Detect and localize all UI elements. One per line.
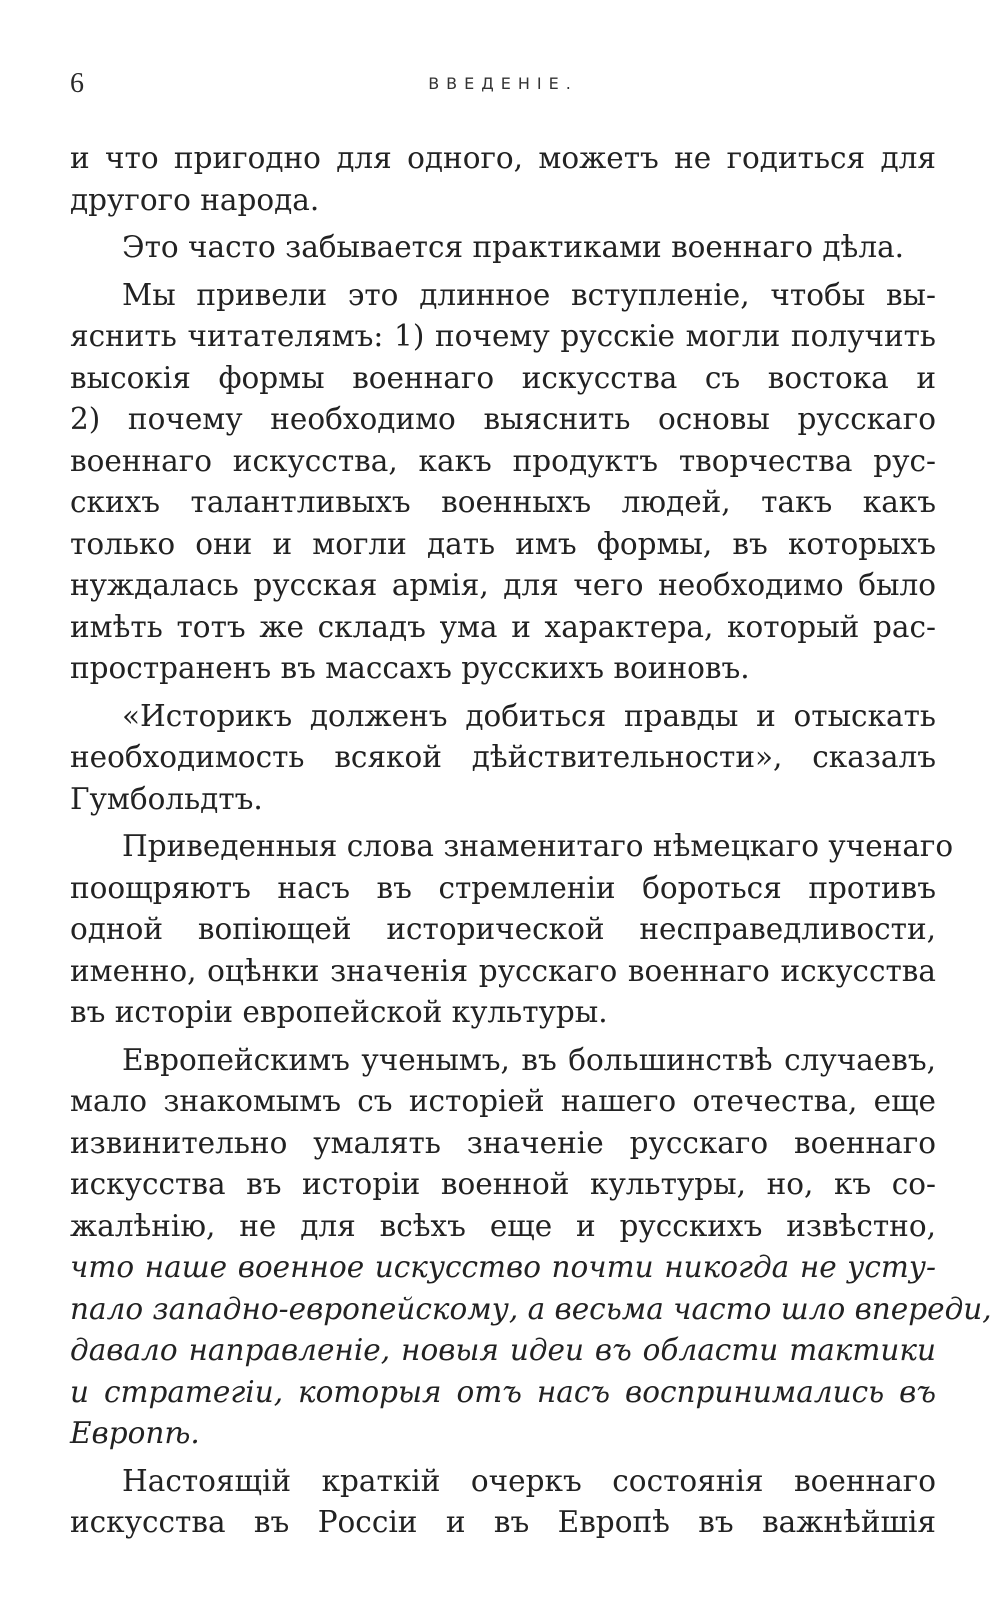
- text-line-italic: и стратегіи, которыя отъ насъ воспринимались въ: [70, 1374, 936, 1409]
- text-line: одной вопіющей исторической несправедливости,: [70, 912, 936, 946]
- text-line: искусства въ исторіи военной культуры, но, къ со-: [70, 1167, 936, 1201]
- page-body-text: [70, 138, 992, 1544]
- page-number: 6: [70, 68, 84, 99]
- text-line-italic: пало западно-европейскому, а весьма часто шло впереди,: [70, 1291, 992, 1326]
- text-line: мало знакомымъ съ исторіей нашего отечества, еще: [70, 1084, 936, 1118]
- text-line: Это часто забывается практиками военнаго дѣла.: [122, 230, 905, 264]
- text-line: именно, оцѣнки значенія русскаго военнаго искусства: [70, 953, 936, 988]
- text-line: Европейскимъ ученымъ, въ большинствѣ случаевъ,: [122, 1042, 936, 1077]
- text-line-italic: что наше военное искусство почти никогда не усту-: [70, 1250, 936, 1284]
- text-line: нуждалась русская армія, для чего необходимо было: [70, 568, 936, 602]
- text-line: искусства въ Россіи и въ Европѣ въ важнѣйшія: [70, 1505, 936, 1539]
- text-line-italic: давало направленіе, новыя идеи въ области тактики: [70, 1333, 936, 1367]
- text-line: необходимость всякой дѣйствительности», сказалъ: [70, 740, 936, 774]
- text-line: извинительно умалять значеніе русскаго военнаго: [70, 1125, 936, 1160]
- text-line: Гумбольдтъ.: [70, 781, 263, 816]
- text-line: и что пригодно для одного, можетъ не годиться для: [70, 141, 936, 175]
- text-line: яснить читателямъ: 1) почему русскіе могли получить: [70, 319, 936, 353]
- text-line: скихъ талантливыхъ военныхъ людей, такъ какъ: [70, 485, 936, 519]
- text-line: только они и могли дать имъ формы, въ которыхъ: [70, 526, 936, 561]
- text-line: Приведенныя слова знаменитаго нѣмецкаго ученаго: [122, 829, 954, 863]
- text-line: поощряютъ насъ въ стремленіи бороться противъ: [70, 870, 936, 905]
- text-line: въ исторіи европейской культуры.: [70, 995, 608, 1029]
- page-header: [70, 64, 936, 104]
- text-line: Настоящій краткій очеркъ состоянія военнаго: [122, 1463, 936, 1498]
- text-line: Мы привели это длинное вступленіе, чтобы вы-: [122, 277, 936, 312]
- text-line: 2) почему необходимо выяснить основы русскаго: [70, 402, 936, 436]
- text-line: высокія формы военнаго искусства съ востока и: [70, 360, 936, 395]
- running-title: ВВЕДЕНІЕ.: [428, 74, 578, 93]
- text-line: военнаго искусства, какъ продуктъ творчества рус-: [70, 443, 936, 478]
- text-line: другого народа.: [70, 182, 320, 217]
- text-line: пространенъ въ массахъ русскихъ воиновъ.: [70, 651, 750, 685]
- text-line: жалѣнію, не для всѣхъ еще и русскихъ извѣстно,: [70, 1208, 936, 1243]
- text-line-italic: Европѣ.: [70, 1416, 200, 1450]
- text-line: «Историкъ долженъ добиться правды и отыскать: [122, 698, 936, 733]
- text-line: имѣть тотъ же складъ ума и характера, который рас-: [70, 609, 936, 644]
